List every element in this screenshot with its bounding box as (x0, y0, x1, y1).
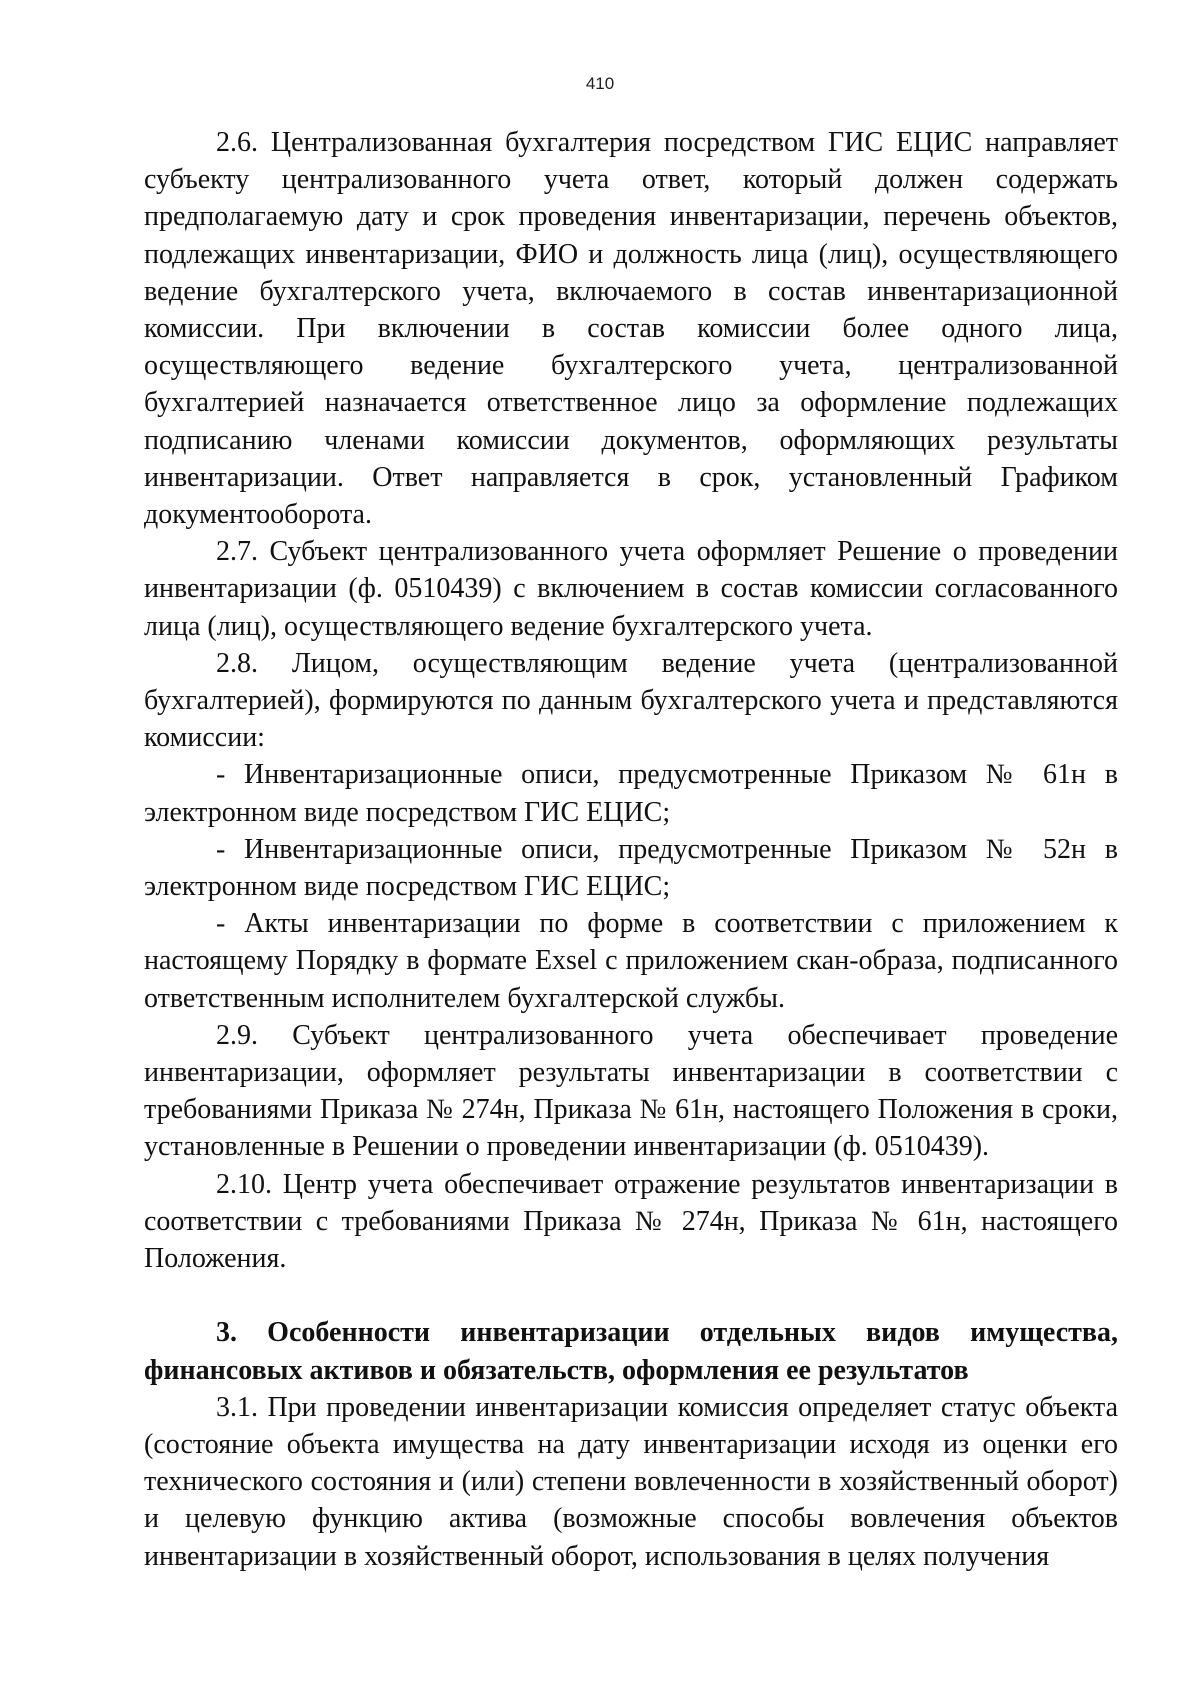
paragraph-3-1: 3.1. При проведении инвентаризации комиссия определяет статус объекта (состояние объекта имущества на дату инвентаризации исходя из оценки его технического состояния и (или) степени вовлеченности в хозяйственный оборот) и целевую функцию актива (возможные способы вовлечения объектов инвентаризации в хозяйственный оборот, использования в целях получения (144, 1391, 1118, 1572)
list-item-inventory-lists-52n: - Инвентаризационные описи, предусмотренные Приказом № 52н в электронном виде посредством ГИС ЕЦИС; (144, 833, 1118, 903)
document-body (144, 124, 1118, 1575)
paragraph-2-6: 2.6. Централизованная бухгалтерия посредством ГИС ЕЦИС направляет субъекту централизованного учета ответ, который должен содержать предполагаемую дату и срок проведения инвентаризации, перечень объектов, подлежащих инвентаризации, ФИО и должность лица (лиц), осуществляющего ведение бухгалтерского учета, включаемого в состав инвентаризационной комиссии. При включении в состав комиссии более одного лица, осуществляющего ведение бухгалтерского учета, централизованной бухгалтерией назначается ответственное лицо за оформление подлежащих подписанию членами комиссии документов, оформляющих результаты инвентаризации. Ответ направляется в срок, установленный Графиком документооборота. (144, 127, 1118, 531)
section-heading: 3. Особенности инвентаризации отдельных видов имущества, финансовых активов и обязательств, оформления ее результатов (144, 1317, 1118, 1386)
page-number: 410 (585, 74, 615, 93)
paragraph-2-9: 2.9. Субъект централизованного учета обеспечивает проведение инвентаризации, оформляет результаты инвентаризации в соответствии с требованиями Приказа № 274н, Приказа № 61н, настоящего Положения в сроки, установленные в Решении о проведении инвентаризации (ф. 0510439). (144, 1019, 1118, 1163)
paragraph-2-7: 2.7. Субъект централизованного учета оформляет Решение о проведении инвентаризации (ф. 0510439) с включением в состав комиссии согласованного лица (лиц), осуществляющего ведение бухгалтерского учета. (144, 536, 1118, 642)
list-item-inventory-acts: - Акты инвентаризации по форме в соответствии с приложением к настоящему Порядку в формате Exsel с приложением скан-образа, подписанного ответственным исполнителем бухгалтерской службы. (144, 908, 1118, 1014)
paragraph-2-8: 2.8. Лицом, осуществляющим ведение учета (централизованной бухгалтерией), формируются по данным бухгалтерского учета и представляются комиссии: (144, 647, 1118, 754)
paragraph-2-10: 2.10. Центр учета обеспечивает отражение результатов инвентаризации в соответствии с требованиями Приказа № 274н, Приказа № 61н, настоящего Положения. (144, 1168, 1118, 1275)
list-item-inventory-lists-61n: - Инвентаризационные описи, предусмотренные Приказом № 61н в электронном виде посредством ГИС ЕЦИС; (144, 759, 1118, 828)
